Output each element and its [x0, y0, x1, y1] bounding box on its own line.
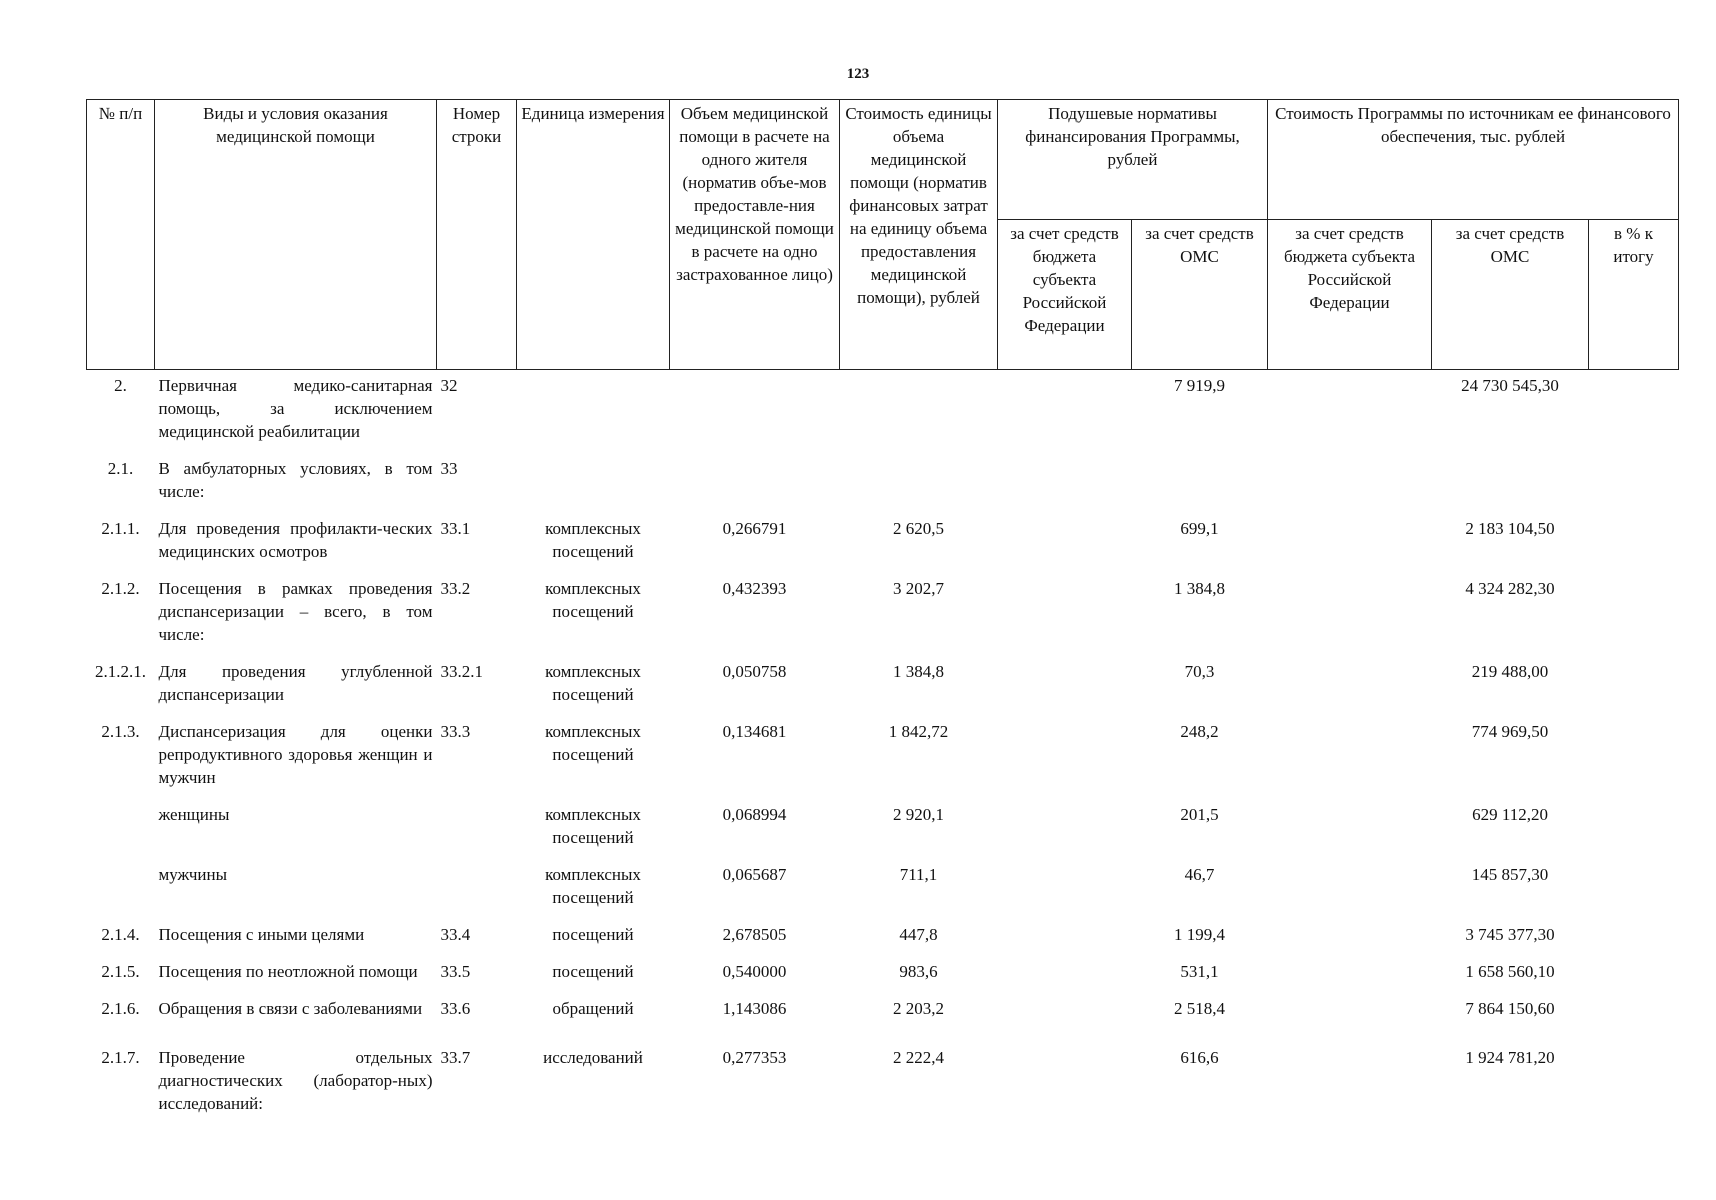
cell-num: 2.1.3.	[101, 722, 140, 741]
cell-volume: 0,050758	[722, 662, 787, 681]
cell-name: Первичная медико-санитарная помощь, за исключением медицинской реабилитации	[158, 376, 433, 441]
cell-program-oms	[1432, 453, 1589, 513]
cell-percap-oms: 1 384,8	[1174, 579, 1225, 598]
cell-percap-oms: 531,1	[1180, 962, 1219, 981]
cell-percap-oms: 616,6	[1180, 1048, 1219, 1067]
cell-unit	[517, 453, 670, 513]
cell-cost	[840, 370, 998, 454]
table-row	[87, 573, 1679, 656]
cell-percap-budget	[998, 716, 1132, 799]
page-number: 123	[846, 66, 870, 82]
cell-program-budget	[1268, 993, 1432, 1042]
cell-line: 33.5	[440, 962, 471, 981]
cell-program-oms: 145 857,30	[1471, 865, 1549, 884]
cell-percap-budget	[998, 919, 1132, 956]
cell-percap-budget	[998, 453, 1132, 513]
cell-program-percent	[1589, 513, 1679, 573]
header-per-capita: Подушевые нормативы финансирования Программы, рублей	[998, 100, 1268, 220]
cell-percap-budget	[998, 859, 1132, 919]
cell-unit	[517, 370, 670, 454]
cell-program-budget	[1268, 859, 1432, 919]
cell-unit: комплексных посещений	[545, 519, 641, 561]
cell-num: 2.1.6.	[101, 999, 140, 1018]
cell-unit: комплексных посещений	[545, 865, 641, 907]
cell-line	[437, 859, 517, 919]
cell-volume: 0,065687	[722, 865, 787, 884]
cell-cost: 983,6	[899, 962, 938, 981]
cell-volume	[670, 370, 840, 454]
cell-program-budget	[1268, 370, 1432, 454]
cell-cost: 711,1	[899, 865, 938, 884]
cell-cost	[840, 453, 998, 513]
cell-program-oms: 7 864 150,60	[1465, 999, 1555, 1018]
cell-percap-oms: 699,1	[1180, 519, 1219, 538]
cell-percap-budget	[998, 799, 1132, 859]
cell-num: 2.1.7.	[101, 1048, 140, 1067]
cell-percap-oms: 1 199,4	[1174, 925, 1225, 944]
cell-line: 33.2.1	[440, 662, 483, 681]
cell-program-budget	[1268, 799, 1432, 859]
cell-program-budget	[1268, 573, 1432, 656]
cell-program-budget	[1268, 656, 1432, 716]
table-row	[87, 453, 1679, 513]
cell-line: 33.2	[440, 579, 471, 598]
cell-unit: посещений	[552, 962, 634, 981]
cell-percap-budget	[998, 573, 1132, 656]
header-line: Номер строки	[437, 100, 517, 370]
cell-percap-budget	[998, 370, 1132, 454]
cell-name: Диспансеризация для оценки репродуктивного здоровья женщин и мужчин	[158, 722, 433, 787]
cell-program-oms: 24 730 545,30	[1461, 376, 1559, 395]
cell-percap-budget	[998, 513, 1132, 573]
cell-volume: 1,143086	[722, 999, 787, 1018]
cell-name: мужчины	[158, 865, 228, 884]
cell-program-percent	[1589, 573, 1679, 656]
table-row	[87, 956, 1679, 993]
cell-line: 33.7	[440, 1048, 471, 1067]
header-kind: Виды и условия оказания медицинской помощи	[155, 100, 437, 370]
cell-percap-oms: 7 919,9	[1174, 376, 1225, 395]
header-per-capita-budget: за счет средств бюджета субъекта Российской Федерации	[998, 220, 1132, 370]
cell-cost: 2 920,1	[893, 805, 944, 824]
table-row	[87, 513, 1679, 573]
cell-unit: посещений	[552, 925, 634, 944]
cell-program-percent	[1589, 453, 1679, 513]
cell-num: 2.1.1.	[101, 519, 140, 538]
cell-num: 2.1.	[107, 459, 134, 478]
cell-cost: 2 222,4	[893, 1048, 944, 1067]
cell-line: 32	[440, 376, 458, 395]
cell-volume: 0,432393	[722, 579, 787, 598]
cell-program-percent	[1589, 993, 1679, 1042]
cell-program-percent	[1589, 716, 1679, 799]
cell-volume: 0,277353	[722, 1048, 787, 1067]
cell-percap-budget	[998, 956, 1132, 993]
table-row	[87, 656, 1679, 716]
cell-cost: 2 203,2	[893, 999, 944, 1018]
cell-program-budget	[1268, 453, 1432, 513]
cell-cost: 3 202,7	[893, 579, 944, 598]
cell-num: 2.	[114, 376, 127, 395]
cell-program-percent	[1589, 859, 1679, 919]
cell-unit: обращений	[552, 999, 634, 1018]
cell-program-oms: 2 183 104,50	[1465, 519, 1555, 538]
cell-unit: комплексных посещений	[545, 662, 641, 704]
cell-volume: 0,266791	[722, 519, 787, 538]
cell-program-budget	[1268, 716, 1432, 799]
table-row	[87, 859, 1679, 919]
cell-name: Посещения с иными целями	[158, 925, 365, 944]
cell-line: 33.6	[440, 999, 471, 1018]
cell-name: Для проведения углубленной диспансеризации	[158, 662, 433, 704]
cell-percap-oms: 201,5	[1180, 805, 1219, 824]
header-program-cost: Стоимость Программы по источникам ее финансового обеспечения, тыс. рублей	[1268, 100, 1679, 220]
cell-cost: 1 842,72	[888, 722, 949, 741]
header-program-oms: за счет средств ОМС	[1432, 220, 1589, 370]
header-per-capita-oms: за счет средств ОМС	[1132, 220, 1268, 370]
cell-name: Обращения в связи с заболеваниями	[158, 999, 423, 1018]
cell-volume: 0,540000	[722, 962, 787, 981]
cell-line	[437, 799, 517, 859]
cell-program-budget	[1268, 1042, 1432, 1125]
cell-percap-oms: 46,7	[1184, 865, 1215, 884]
cell-program-budget	[1268, 919, 1432, 956]
table-row	[87, 799, 1679, 859]
cell-num	[87, 859, 155, 919]
cell-num: 2.1.4.	[101, 925, 140, 944]
cell-name: В амбулаторных условиях, в том числе:	[158, 459, 433, 501]
header-num: № п/п	[87, 100, 155, 370]
cell-unit: комплексных посещений	[545, 805, 641, 847]
cell-percap-budget	[998, 656, 1132, 716]
cell-name: Для проведения профилакти-ческих медицинских осмотров	[158, 519, 433, 561]
cell-cost: 2 620,5	[893, 519, 944, 538]
cell-program-percent	[1589, 656, 1679, 716]
cell-percap-oms: 248,2	[1180, 722, 1219, 741]
cell-program-percent	[1589, 956, 1679, 993]
cell-volume: 2,678505	[722, 925, 787, 944]
cell-line: 33.3	[440, 722, 471, 741]
cell-line: 33	[440, 459, 458, 478]
cell-program-oms: 1 658 560,10	[1465, 962, 1555, 981]
cell-program-oms: 629 112,20	[1472, 805, 1548, 824]
cell-program-percent	[1589, 1042, 1679, 1125]
cell-name: Проведение отдельных диагностических (лаборатор-ных) исследований:	[158, 1048, 433, 1113]
cell-unit: исследований	[543, 1048, 643, 1067]
header-program-budget: за счет средств бюджета субъекта Российской Федерации	[1268, 220, 1432, 370]
cell-line: 33.4	[440, 925, 471, 944]
cell-program-oms: 774 969,50	[1471, 722, 1549, 741]
cell-name: Посещения по неотложной помощи	[158, 962, 418, 981]
cell-program-oms: 4 324 282,30	[1465, 579, 1555, 598]
cell-program-oms: 3 745 377,30	[1465, 925, 1555, 944]
header-program-percent: в % к итогу	[1589, 220, 1679, 370]
cell-unit: комплексных посещений	[545, 722, 641, 764]
header-unit: Единица измерения	[517, 100, 670, 370]
cell-percap-budget	[998, 993, 1132, 1042]
cell-program-oms: 1 924 781,20	[1465, 1048, 1555, 1067]
cell-percap-oms: 70,3	[1184, 662, 1215, 681]
cell-cost: 447,8	[899, 925, 938, 944]
cell-percap-oms: 2 518,4	[1174, 999, 1225, 1018]
header-cost: Стоимость единицы объема медицинской помощи (норматив финансовых затрат на единицу объема предоставления медицинской помощи), рублей	[840, 100, 998, 370]
cell-num: 2.1.2.	[101, 579, 140, 598]
financing-table	[86, 99, 1679, 1125]
cell-volume: 0,068994	[722, 805, 787, 824]
table-row	[87, 1042, 1679, 1125]
cell-volume	[670, 453, 840, 513]
cell-line: 33.1	[440, 519, 471, 538]
cell-program-percent	[1589, 919, 1679, 956]
cell-volume: 0,134681	[722, 722, 787, 741]
cell-unit: комплексных посещений	[545, 579, 641, 621]
table-row	[87, 919, 1679, 956]
cell-cost: 1 384,8	[893, 662, 944, 681]
cell-program-budget	[1268, 513, 1432, 573]
cell-program-percent	[1589, 370, 1679, 454]
cell-percap-oms	[1132, 453, 1268, 513]
cell-program-percent	[1589, 799, 1679, 859]
table-row	[87, 370, 1679, 454]
table-row	[87, 993, 1679, 1042]
cell-name: Посещения в рамках проведения диспансеризации – всего, в том числе:	[158, 579, 433, 644]
cell-percap-budget	[998, 1042, 1132, 1125]
cell-program-oms: 219 488,00	[1471, 662, 1549, 681]
cell-num	[87, 799, 155, 859]
table-row	[87, 716, 1679, 799]
header-volume: Объем медицинской помощи в расчете на одного жителя (норматив объе-мов предоставле-ния медицинской помощи в расчете на одно застрахованное лицо)	[670, 100, 840, 370]
cell-program-budget	[1268, 956, 1432, 993]
cell-num: 2.1.5.	[101, 962, 140, 981]
cell-num: 2.1.2.1.	[95, 662, 146, 681]
cell-name: женщины	[158, 805, 230, 824]
